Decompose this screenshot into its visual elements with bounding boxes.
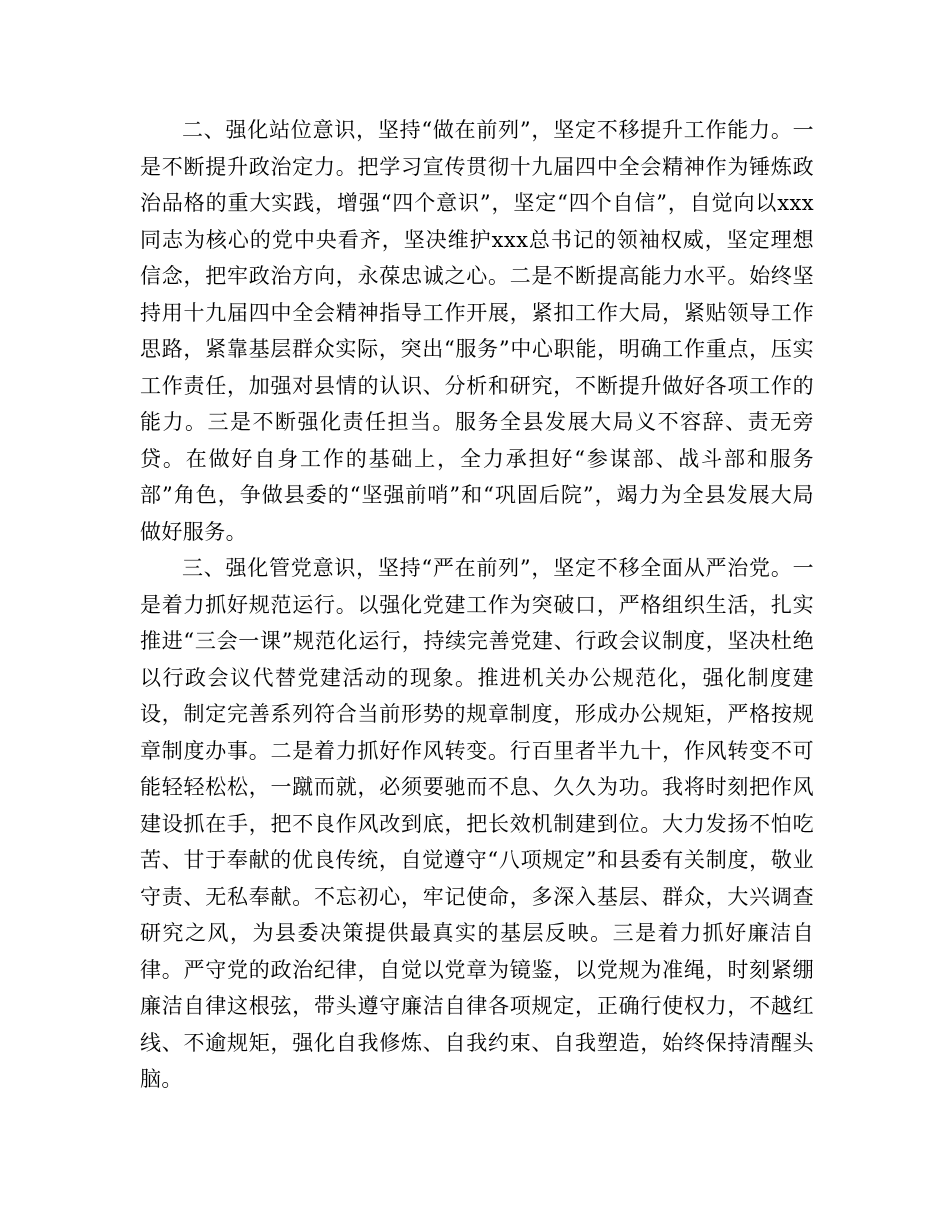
document-body <box>140 112 814 1098</box>
paragraph-section-three: 三、强化管党意识，坚持“严在前列”，坚定不移全面从严治党。一是着力抓好规范运行。以强化党建工作为突破口，严格组织生活，扎实推进“三会一课”规范化运行，持续完善党建、行政会议制度，坚决杜绝以行政会议代替党建活动的现象。推进机关办公规范化，强化制度建设，制定完善系列符合当前形势的规章制度，形成办公规矩，严格按规章制度办事。二是着力抓好作风转变。行百里者半九十，作风转变不可能轻轻松松，一蹴而就，必须要驰而不息、久久为功。我将时刻把作风建设抓在手，把不良作风改到底，把长效机制建到位。大力发扬不怕吃苦、甘于奉献的优良传统，自觉遵守“八项规定”和县委有关制度，敬业守责、无私奉献。不忘初心，牢记使命，多深入基层、群众，大兴调查研究之风，为县委决策提供最真实的基层反映。三是着力抓好廉洁自律。严守党的政治纪律，自觉以党章为镜鉴，以党规为准绳，时刻紧绷廉洁自律这根弦，带头遵守廉洁自律各项规定，正确行使权力，不越红线、不逾规矩，强化自我修炼、自我约束、自我塑造，始终保持清醒头脑。 <box>140 556 814 1091</box>
paragraph-section-two: 二、强化站位意识，坚持“做在前列”，坚定不移提升工作能力。一是不断提升政治定力。把学习宣传贯彻十九届四中全会精神作为锤炼政治品格的重大实践，增强“四个意识”，坚定“四个自信”，自觉向以xxx同志为核心的党中央看齐，坚决维护xxx总书记的领袖权威，坚定理想信念，把牢政治方向，永葆忠诚之心。二是不断提高能力水平。始终坚持用十九届四中全会精神指导工作开展，紧扣工作大局，紧贴领导工作思路，紧靠基层群众实际，突出“服务”中心职能，明确工作重点，压实工作责任，加强对县情的认识、分析和研究，不断提升做好各项工作的能力。三是不断强化责任担当。服务全县发展大局义不容辞、责无旁贷。在做好自身工作的基础上，全力承担好“参谋部、战斗部和服务部”角色，争做县委的“坚强前哨”和“巩固后院”，竭力为全县发展大局做好服务。 <box>140 118 814 544</box>
